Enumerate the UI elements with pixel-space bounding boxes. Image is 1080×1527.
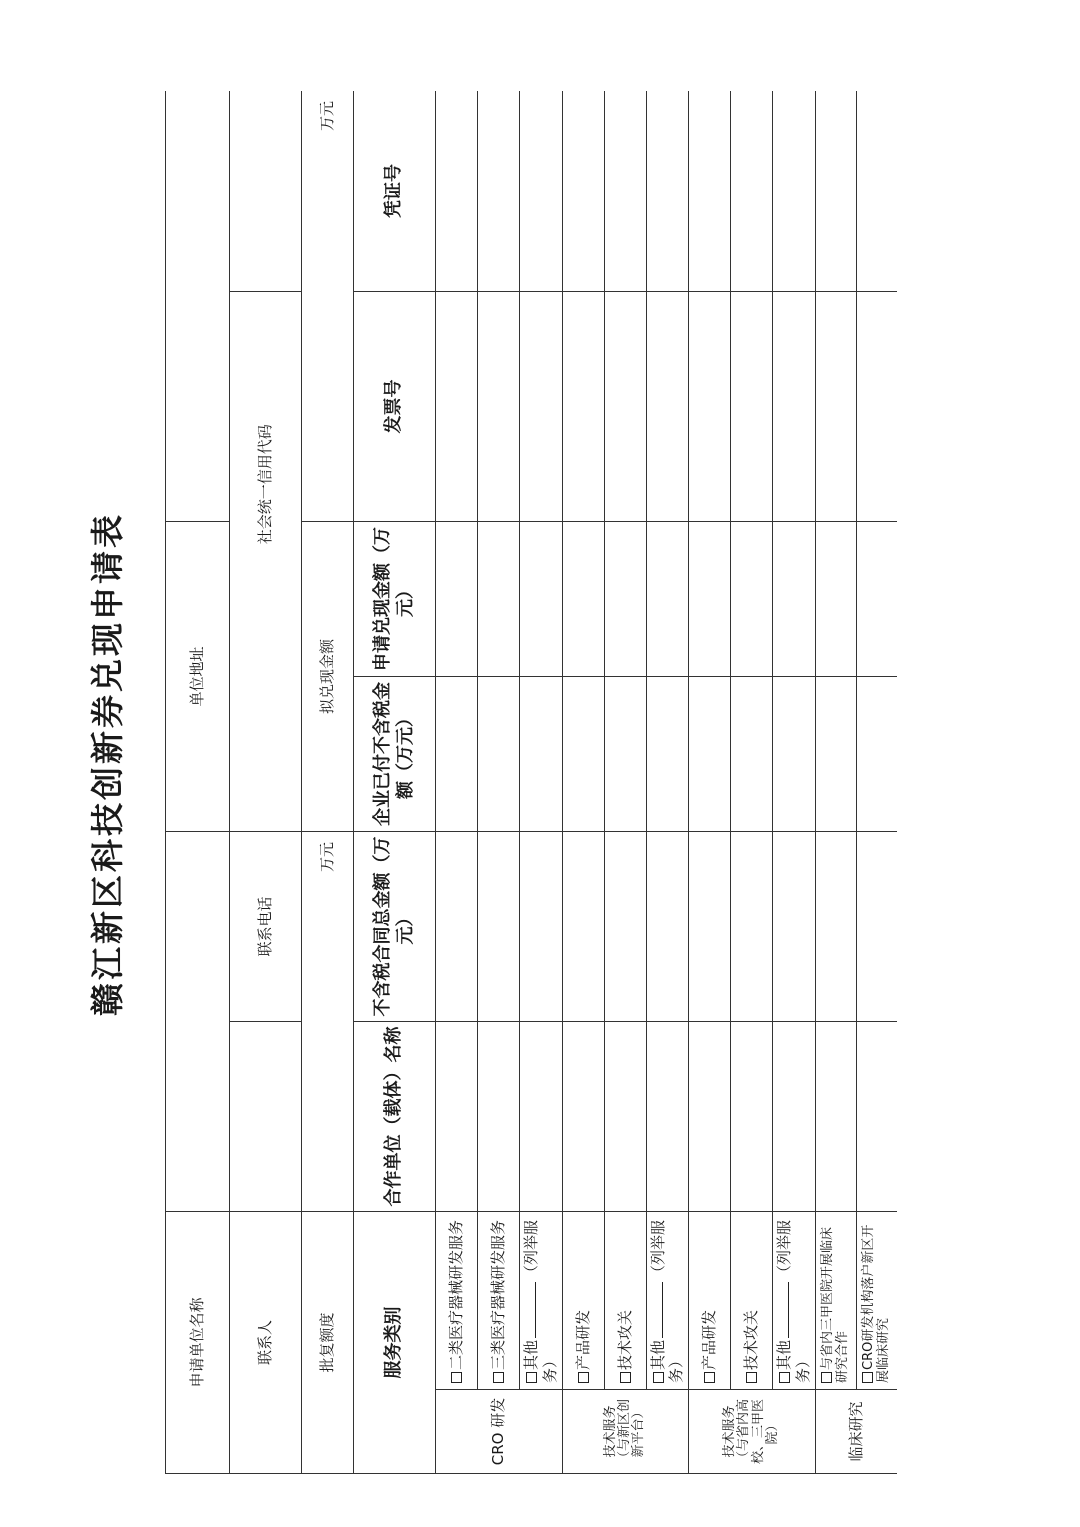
item-cro-1[interactable]: 二类医疗器械研发服务 (436, 1211, 478, 1389)
checkbox[interactable] (526, 1372, 537, 1383)
redeem-unit: 万元 (318, 100, 337, 131)
group-clinical: 临床研究 (815, 1390, 897, 1474)
header-paid-amount: 企业已付不含税金额（万元） (354, 676, 436, 831)
quota-unit: 万元 (318, 841, 337, 872)
header-voucher-no: 凭证号 (354, 91, 436, 291)
checkbox[interactable] (451, 1372, 462, 1383)
header-service-type: 服务类别 (354, 1211, 436, 1473)
table-row (773, 91, 816, 1474)
fill-blank[interactable] (776, 1282, 789, 1338)
quota-value[interactable] (302, 831, 354, 1211)
application-form (165, 91, 897, 1474)
item-clin-2[interactable]: CRO研发机构落户新区开展临床研究 (856, 1211, 897, 1389)
item-prov-1[interactable]: 产品研发 (689, 1211, 731, 1389)
contact-value[interactable] (230, 1021, 302, 1211)
checkbox[interactable] (653, 1372, 664, 1383)
checkbox[interactable] (704, 1372, 715, 1383)
row-contact (230, 91, 302, 1474)
header-partner: 合作单位（载体）名称 (354, 1021, 436, 1211)
checkbox[interactable] (821, 1372, 832, 1383)
table-row (604, 91, 646, 1474)
checkbox[interactable] (746, 1372, 757, 1383)
checkbox[interactable] (578, 1372, 589, 1383)
table-row (646, 91, 689, 1474)
header-apply-amount: 申请兑现金额（万元） (354, 521, 436, 676)
table-row (689, 91, 731, 1474)
table-row (856, 91, 897, 1474)
address-label: 单位地址 (166, 521, 230, 831)
applicant-label: 申请单位名称 (166, 1211, 230, 1473)
item-prov-3[interactable]: 其他（列举服务） (773, 1211, 816, 1389)
row-quota (302, 91, 354, 1474)
row-applicant (166, 91, 230, 1474)
fill-blank[interactable] (650, 1282, 663, 1338)
group-tech-new: 技术服务（与新区创新平台） (562, 1390, 689, 1474)
fill-blank[interactable] (523, 1282, 536, 1338)
table-row (815, 91, 856, 1474)
applicant-value[interactable] (166, 831, 230, 1211)
checkbox[interactable] (779, 1372, 790, 1383)
item-new-2[interactable]: 技术攻关 (604, 1211, 646, 1389)
table-row (436, 91, 478, 1474)
checkbox[interactable] (862, 1372, 873, 1383)
quota-label: 批复额度 (302, 1211, 354, 1473)
group-tech-prov: 技术服务（与省内高校、三甲医院） (689, 1390, 816, 1474)
application-table (165, 91, 897, 1474)
header-invoice-no: 发票号 (354, 291, 436, 521)
phone-value[interactable] (230, 676, 302, 831)
redeem-amount-value[interactable] (302, 91, 354, 521)
table-row (478, 91, 520, 1474)
contact-label: 联系人 (230, 1211, 302, 1473)
checkbox[interactable] (620, 1372, 631, 1383)
row-header (354, 91, 436, 1474)
item-new-3[interactable]: 其他（列举服务） (646, 1211, 689, 1389)
group-cro: CRO 研发 (436, 1390, 563, 1474)
credit-code-value[interactable] (230, 91, 302, 291)
table-row (520, 91, 563, 1474)
redeem-amount-label: 拟兑现金额 (302, 521, 354, 831)
table-row (731, 91, 773, 1474)
header-contract-total: 不含税合同总金额（万元） (354, 831, 436, 1021)
address-value[interactable] (166, 91, 230, 521)
table-row (562, 91, 604, 1474)
item-new-1[interactable]: 产品研发 (562, 1211, 604, 1389)
credit-code-label: 社会统一信用代码 (230, 291, 302, 676)
item-clin-1[interactable]: 与省内三甲医院开展临床研究合作 (815, 1211, 856, 1389)
checkbox[interactable] (493, 1372, 504, 1383)
page-title: 赣江新区科技创新券兑现申请表 (88, 512, 127, 1016)
application-form-sheet (165, 91, 897, 1474)
item-cro-3[interactable]: 其他（列举服务） (520, 1211, 563, 1389)
item-cro-2[interactable]: 三类医疗器械研发服务 (478, 1211, 520, 1389)
item-prov-2[interactable]: 技术攻关 (731, 1211, 773, 1389)
phone-label: 联系电话 (230, 831, 302, 1021)
